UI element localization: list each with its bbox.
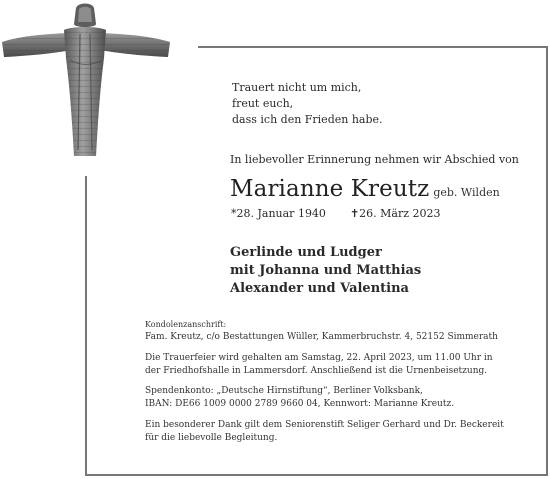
family-line: mit Johanna und Matthias <box>230 263 422 278</box>
christ-statue-cross-icon <box>0 0 172 156</box>
family-line: Gerlinde und Ludger <box>230 245 382 260</box>
condolence-label: Kondolenzanschrift: <box>145 320 227 329</box>
family-signature <box>230 244 421 298</box>
thanks-line: für die liebevolle Begleitung. <box>145 433 278 443</box>
frame-left-border <box>85 176 87 476</box>
thanks-line: Ein besonderer Dank gilt dem Seniorenstift Seliger Gerhard und Dr. Beckereit <box>145 420 504 430</box>
donation-line: Spendenkonto: „Deutsche Hirnstiftung“, Berliner Volksbank, <box>145 386 423 396</box>
donation-info <box>145 385 454 411</box>
birth-date: *28. Januar 1940 <box>231 207 326 220</box>
frame-top-border <box>198 46 548 48</box>
birth-name: geb. Wilden <box>433 186 500 199</box>
frame-right-border <box>546 46 548 476</box>
family-line: Alexander und Valentina <box>230 281 409 296</box>
frame-bottom-border <box>85 474 548 476</box>
funeral-info <box>145 352 493 378</box>
verse-line: dass ich den Frieden habe. <box>232 113 383 126</box>
deceased-name-heading <box>230 175 500 207</box>
condolence-address: Fam. Kreutz, c/o Bestattungen Wüller, Kammerbruchstr. 4, 52152 Simmerath <box>145 332 498 342</box>
deceased-name: Marianne Kreutz <box>230 176 430 202</box>
donation-line: IBAN: DE66 1009 0000 2789 9660 04, Kennwort: Marianne Kreutz. <box>145 399 455 409</box>
verse-line: Trauert nicht um mich, <box>232 81 362 94</box>
life-dates <box>231 207 441 221</box>
funeral-line: Die Trauerfeier wird gehalten am Samstag, 22. April 2023, um 11.00 Uhr in <box>145 353 493 363</box>
intro-text: In liebevoller Erinnerung nehmen wir Abschied von <box>230 153 519 166</box>
funeral-line: der Friedhofshalle in Lammersdorf. Anschließend ist die Urnenbeisetzung. <box>145 366 488 376</box>
verse-block <box>232 80 383 128</box>
verse-line: freut euch, <box>232 97 294 110</box>
death-date: ✝26. März 2023 <box>349 207 441 220</box>
thanks-note <box>145 419 504 445</box>
